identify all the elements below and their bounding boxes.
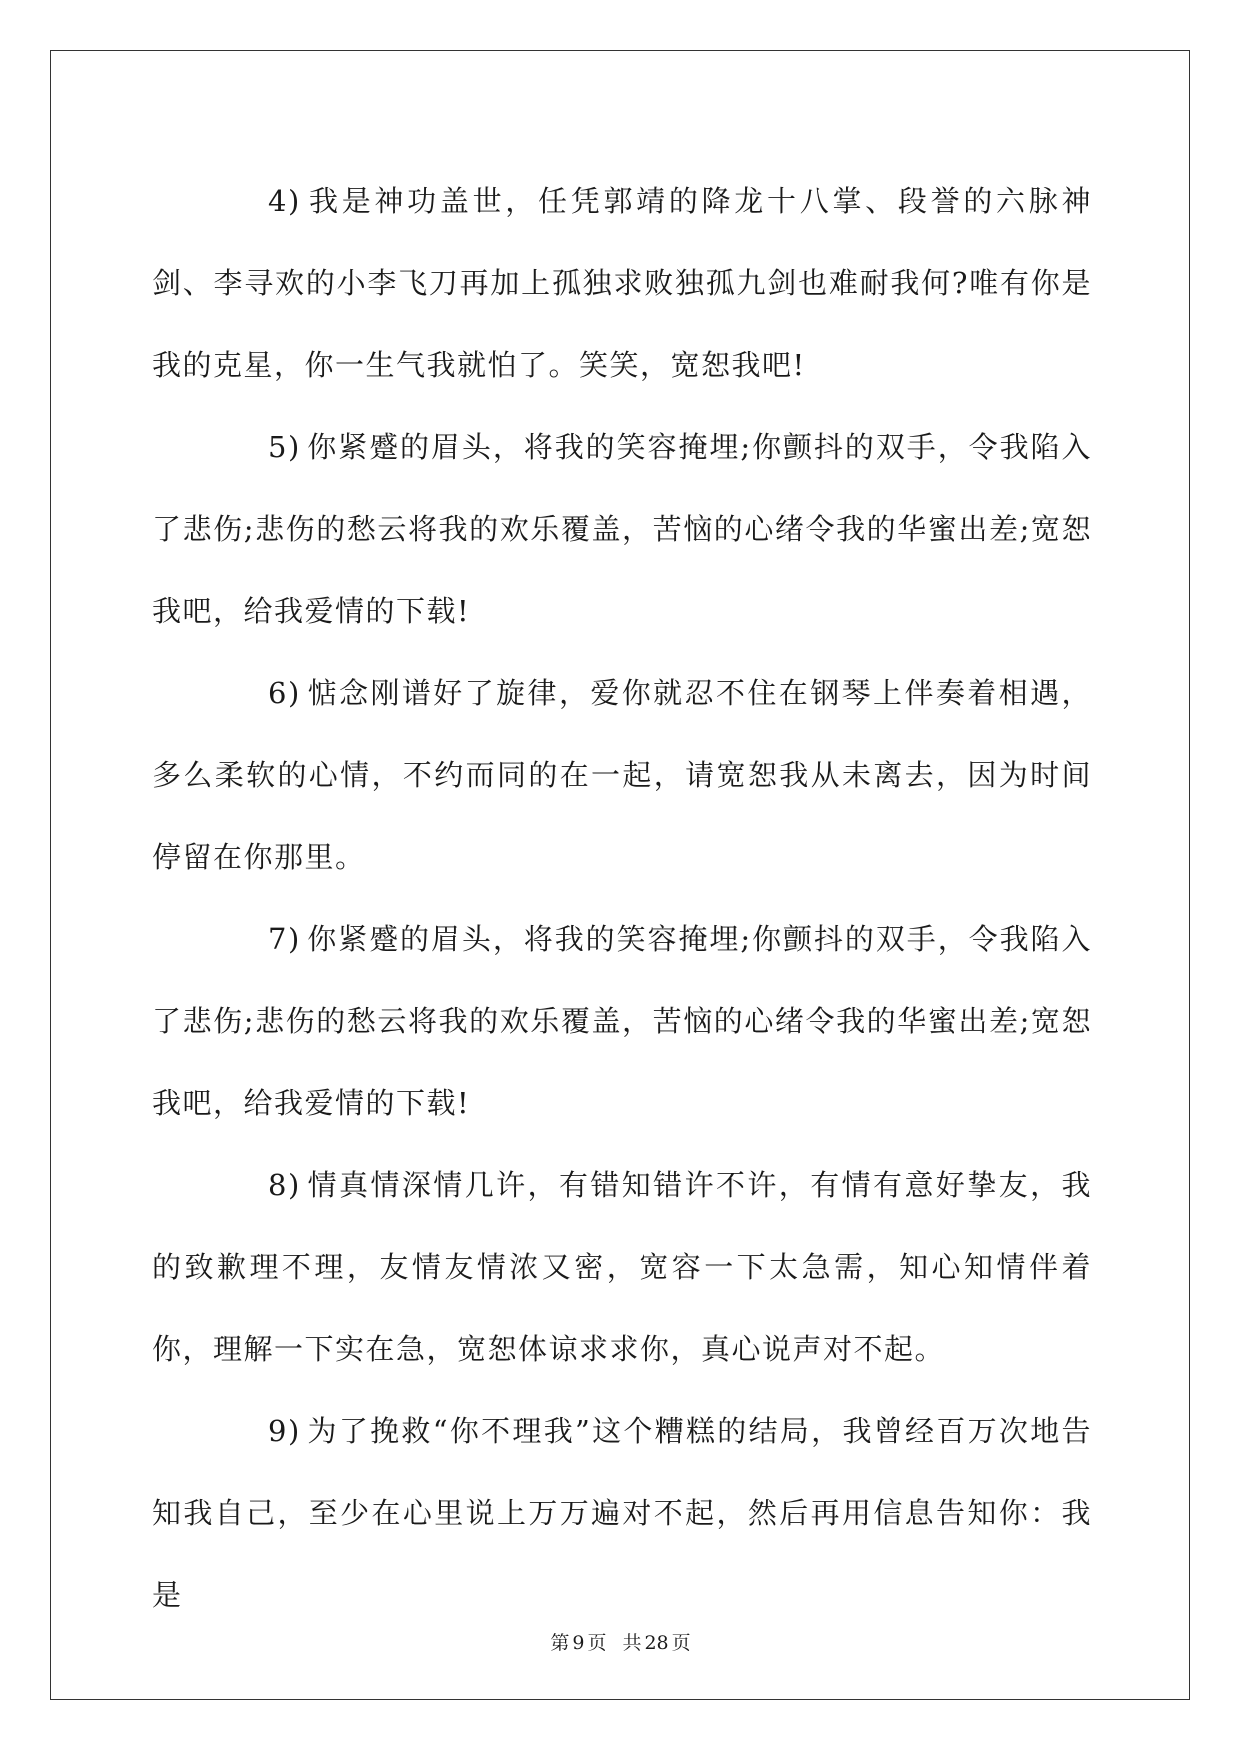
total-pages-number: 28	[644, 1632, 669, 1654]
paragraph-8	[152, 1144, 1092, 1390]
paragraph-text: 我是神功盖世，任凭郭靖的降龙十八掌、段誉的六脉神剑、李寻欢的小李飞刀再加上孤独求败独孤九剑也难耐我何?唯有你是我的克星，你一生气我就怕了。笑笑，宽恕我吧!	[152, 184, 1092, 382]
paragraph-text: 惦念刚谱好了旋律，爱你就忍不住在钢琴上伴奏着相遇，多么柔软的心情，不约而同的在一起，请宽恕我从未离去，因为时间停留在你那里。	[152, 676, 1092, 874]
paragraph-number: 4)	[268, 184, 301, 218]
paragraph-text: 情真情深情几许，有错知错许不许，有情有意好挚友，我的致歉理不理，友情友情浓又密，宽容一下太急需，知心知情伴着你，理解一下实在急，宽恕体谅求求你，真心说声对不起。	[152, 1168, 1092, 1366]
paragraph-text: 你紧蹙的眉头，将我的笑容掩埋;你颤抖的双手，令我陷入了悲伤;悲伤的愁云将我的欢乐覆盖，苦恼的心绪令我的华蜜出差;宽恕我吧，给我爱情的下载!	[152, 430, 1092, 628]
footer-prefix: 第	[550, 1632, 570, 1654]
paragraph-text: 为了挽救“你不理我”这个糟糕的结局，我曾经百万次地告知我自己，至少在心里说上万万遍对不起，然后再用信息告知你：我是	[152, 1414, 1092, 1612]
footer-total-prefix: 共	[622, 1632, 642, 1654]
paragraph-number: 5)	[268, 430, 301, 464]
paragraph-5	[152, 406, 1092, 652]
page-footer	[0, 1630, 1241, 1656]
document-body	[152, 160, 1092, 1636]
paragraph-9	[152, 1390, 1092, 1636]
footer-page-word: 页	[587, 1632, 607, 1654]
paragraph-number: 6)	[268, 676, 301, 710]
footer-total-suffix: 页	[671, 1632, 691, 1654]
paragraph-4	[152, 160, 1092, 406]
current-page-number: 9	[572, 1632, 585, 1654]
paragraph-number: 8)	[268, 1168, 301, 1202]
paragraph-number: 7)	[268, 922, 301, 956]
paragraph-number: 9)	[268, 1414, 301, 1448]
paragraph-7	[152, 898, 1092, 1144]
paragraph-text: 你紧蹙的眉头，将我的笑容掩埋;你颤抖的双手，令我陷入了悲伤;悲伤的愁云将我的欢乐覆盖，苦恼的心绪令我的华蜜出差;宽恕我吧，给我爱情的下载!	[152, 922, 1092, 1120]
paragraph-6	[152, 652, 1092, 898]
